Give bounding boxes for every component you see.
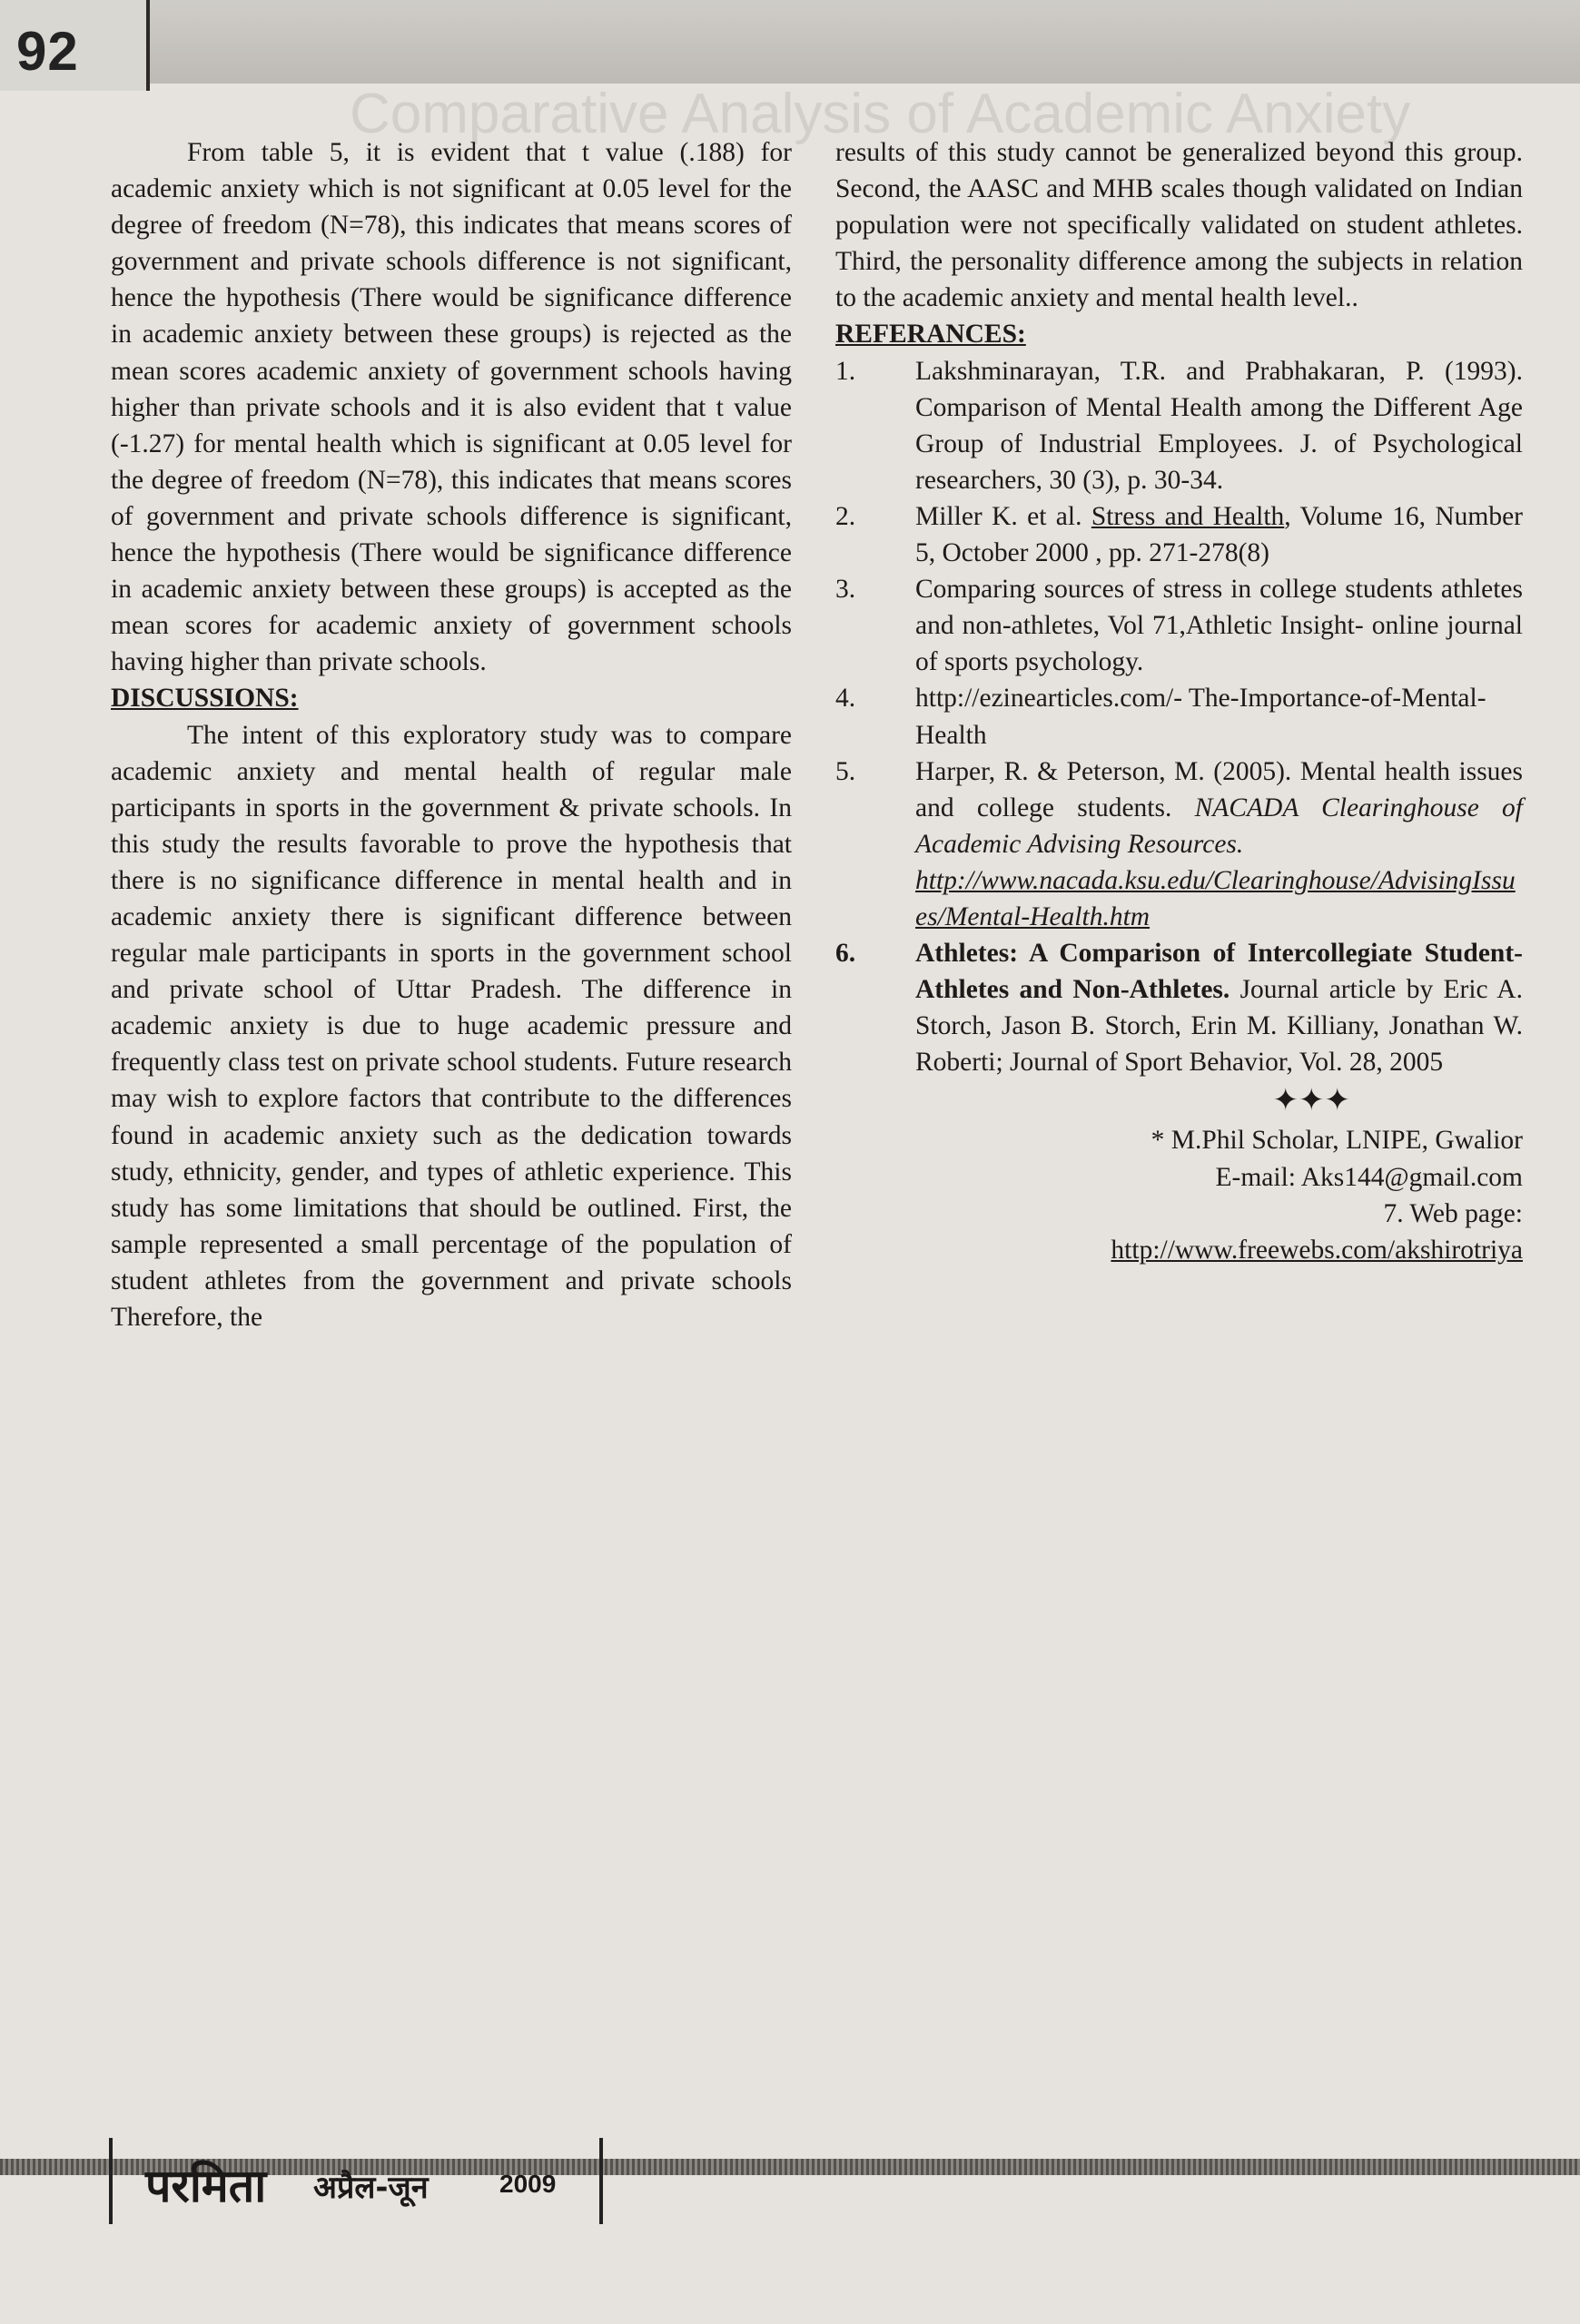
reference-number: 3. bbox=[835, 575, 856, 605]
journal-name: परमिता bbox=[145, 2160, 267, 2212]
issue-year: 2009 bbox=[499, 2170, 557, 2198]
references-heading: REFERANCES: bbox=[835, 320, 1026, 350]
reference-number: 1. bbox=[835, 356, 856, 386]
reference-number: 4. bbox=[835, 684, 856, 714]
results-paragraph: From table 5, it is evident that t value (.188) for academic anxiety which is not significant at 0.05 level for the degree of freedom (N=78), this indicates that means scores of government and private schools difference is not significant, hence the hypothesis (There would be significance difference in academic anxiety between these groups) is rejected as the mean scores academic anxiety of government schools having higher than private schools and it is also evident that t value (-1.27) for mental health which is significant at 0.05 level for the degree of freedom (N=78), this indicates that means scores of government and private schools difference is significant, hence the hypothesis (There would be significance difference in academic anxiety between these groups) is accepted as the mean scores for academic anxiety of government schools having higher than private schools. bbox=[111, 138, 792, 677]
reference-item bbox=[835, 935, 1523, 1080]
section-end-ornament: ✦✦✦ bbox=[1272, 1084, 1350, 1118]
reference-number: 2. bbox=[835, 501, 856, 531]
right-column bbox=[835, 134, 1523, 1268]
reference-item bbox=[835, 753, 1523, 935]
footer-divider-right bbox=[599, 2138, 603, 2224]
reference-text: Comparing sources of stress in college students athletes and non-athletes, Vol 71,Athletic Insight- online journal of sports psychology. bbox=[915, 575, 1523, 677]
reference-text: , Volume 16, Number 5, October 2000 , pp. 271-278(8) bbox=[915, 501, 1523, 568]
reference-item bbox=[835, 571, 1523, 680]
reference-article-title: Athletes: A Comparison of Intercollegiate Student-Athletes and Non-Athletes. bbox=[915, 939, 1523, 1005]
author-affiliation: * M.Phil Scholar, LNIPE, Gwalior bbox=[1150, 1126, 1523, 1156]
reference-item bbox=[835, 353, 1523, 498]
continued-paragraph: results of this study cannot be generalized beyond this group. Second, the AASC and MHB scales though validated on Indian population were not specifically validated on student athletes. Third, the personality difference among the subjects in relation to the academic anxiety and mental health level.. bbox=[835, 138, 1523, 313]
reference-text: Miller K. et al. bbox=[915, 501, 1091, 531]
bleed-through-title: Comparative Analysis of Academic Anxiety bbox=[350, 83, 1411, 145]
reference-link[interactable]: http://ezinearticles.com/- The-Importance-of-Mental-Health bbox=[915, 684, 1486, 750]
issue-months: अप्रैल-जून bbox=[313, 2170, 429, 2206]
footer-divider-left bbox=[109, 2138, 113, 2224]
page-number-box bbox=[0, 0, 150, 91]
reference-source-title: NACADA Clearinghouse of Academic Advising Resources. bbox=[915, 793, 1523, 859]
page-number: 92 bbox=[16, 21, 79, 82]
web-page-link[interactable]: http://www.freewebs.com/akshirotriya bbox=[1111, 1235, 1523, 1265]
author-email: E-mail: Aks144@gmail.com bbox=[1215, 1162, 1523, 1192]
reference-text: Harper, R. & Peterson, M. (2005). Mental health issues and college students. bbox=[915, 756, 1523, 822]
reference-text: Journal article by Eric A. Storch, Jason B. Storch, Erin M. Killiany, Jonathan W. Roberti; Journal of Sport Behavior, Vol. 28, 2005 bbox=[915, 975, 1523, 1078]
discussions-paragraph: The intent of this exploratory study was to compare academic anxiety and mental health of regular male participants in sports in the government & private schools. In this study the results favorable to prove the hypothesis that there is no significance difference in mental health and in academic anxiety there is significant difference between regular male participants in sports in the government school and private school of Uttar Pradesh. The difference in academic anxiety is due to huge academic pressure and frequently class test on private school students. Future research may wish to explore factors that contribute to the differences found in academic anxiety such as the dedication towards study, ethnicity, gender, and types of athletic experience. This study has some limitations that should be outlined. First, the sample represented a small percentage of the population of student athletes from the government and private schools Therefore, the bbox=[111, 720, 792, 1332]
reference-number: 6. bbox=[835, 939, 856, 969]
left-column bbox=[111, 134, 792, 1335]
reference-journal-title: Stress and Health bbox=[1091, 501, 1285, 531]
reference-item bbox=[835, 498, 1523, 571]
reference-url-link[interactable]: http://www.nacada.ksu.edu/Clearinghouse/AdvisingIssues/Mental-Health.htm bbox=[915, 865, 1516, 931]
reference-item bbox=[835, 680, 1523, 753]
discussions-heading: DISCUSSIONS: bbox=[111, 684, 299, 714]
reference-text: Lakshminarayan, T.R. and Prabhakaran, P. (1993). Comparison of Mental Health among the Different Age Group of Industrial Employees. J. of Psychological researchers, 30 (3), p. 30-34. bbox=[915, 356, 1523, 495]
reference-number: 5. bbox=[835, 756, 856, 786]
web-page-label: 7. Web page: bbox=[1383, 1198, 1523, 1228]
header-band-light bbox=[150, 0, 1580, 84]
